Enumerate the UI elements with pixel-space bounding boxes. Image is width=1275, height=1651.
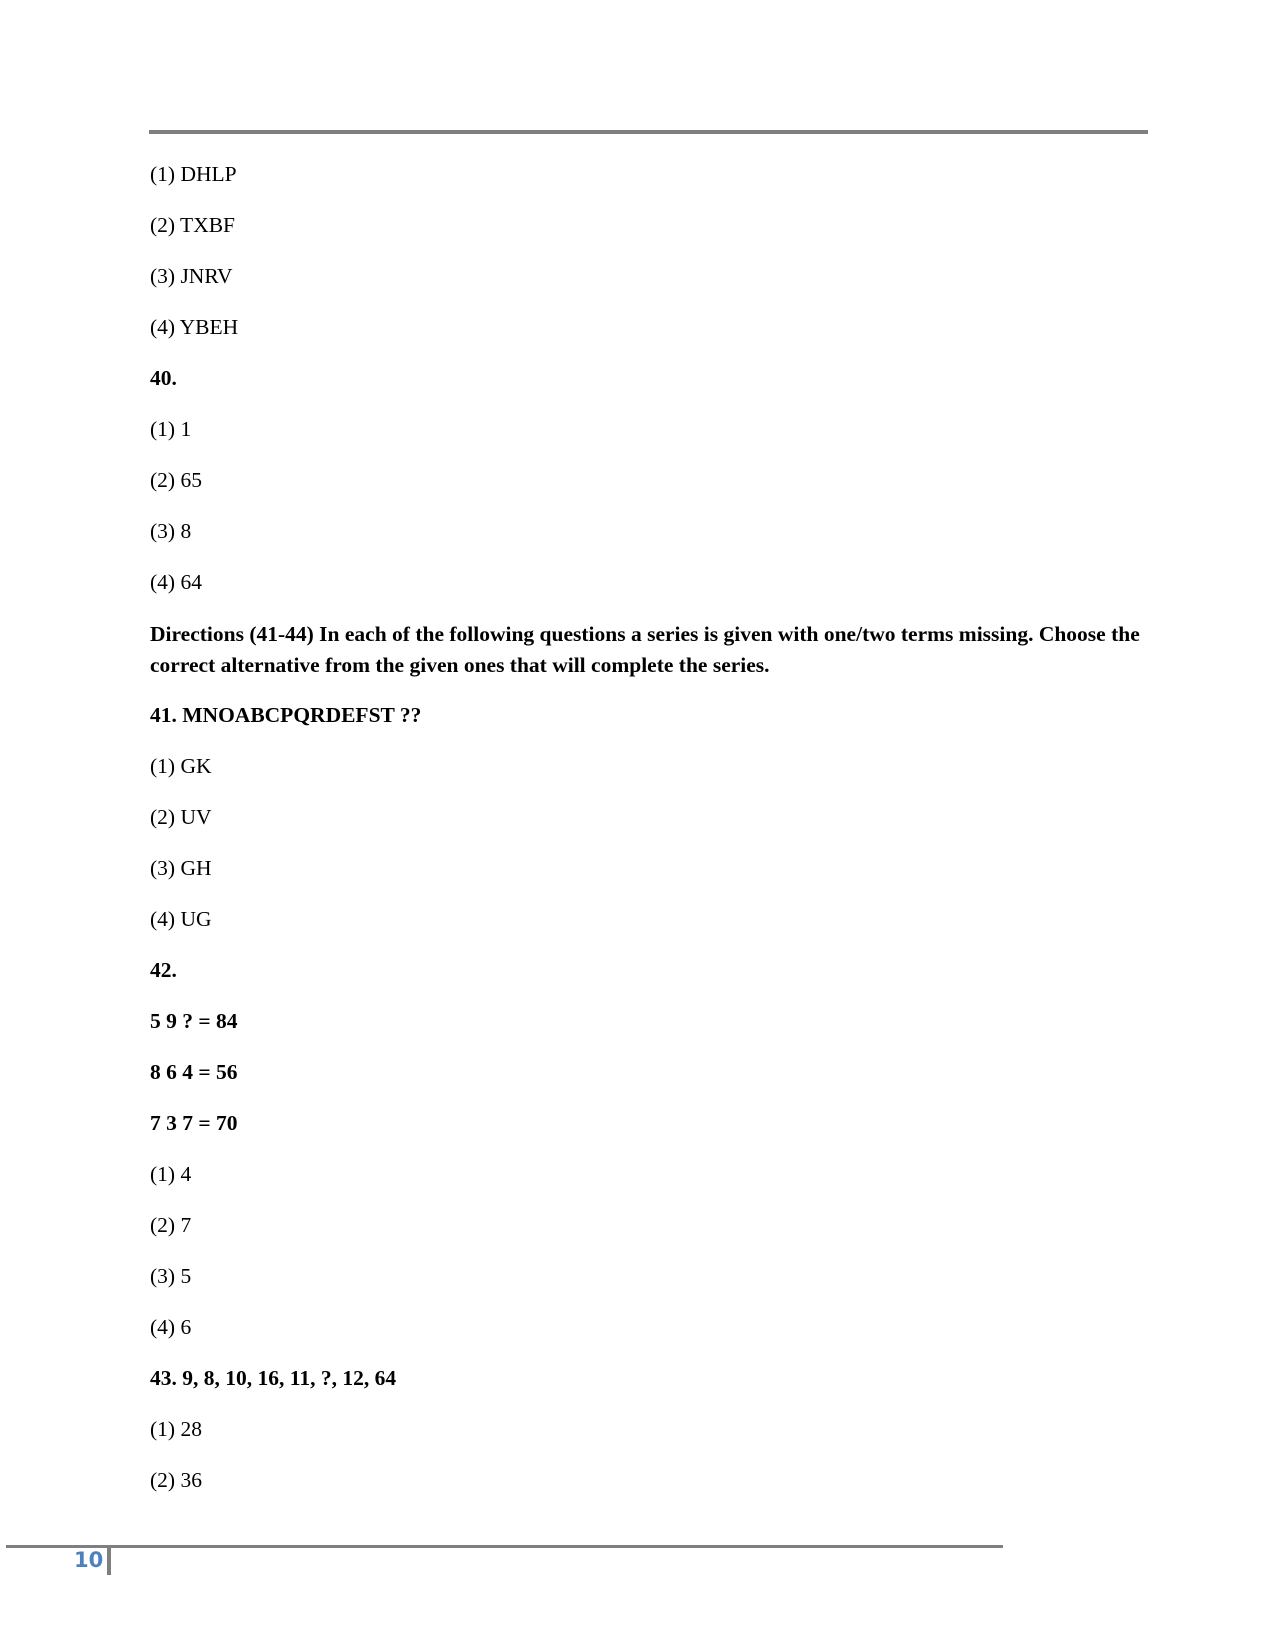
q39-option-3: (3) JNRV (150, 264, 233, 288)
q42-option-2: (2) 7 (150, 1213, 192, 1237)
q43-option-2: (2) 36 (150, 1468, 202, 1492)
q42-option-4: (4) 6 (150, 1315, 192, 1339)
q42-equation-1: 5 9 ? = 84 (150, 1009, 238, 1033)
q39-option-2: (2) TXBF (150, 213, 236, 237)
q41-option-1: (1) GK (150, 754, 212, 778)
q39-option-4: (4) YBEH (150, 315, 239, 339)
q42-option-1: (1) 4 (150, 1162, 192, 1186)
directions-paragraph: Directions (41-44) In each of the following questions a series is given with one/two terms missing. Choose the correct alternative from the given ones that will complete the series. (150, 622, 1140, 677)
page-content (150, 160, 1150, 1517)
q43-option-1: (1) 28 (150, 1417, 202, 1441)
q40-option-3: (3) 8 (150, 519, 192, 543)
q40-option-4: (4) 64 (150, 570, 202, 594)
q42-equation-2: 8 6 4 = 56 (150, 1060, 238, 1084)
q40-label: 40. (150, 366, 177, 390)
page-number-bar (107, 1547, 111, 1575)
q42-label: 42. (150, 958, 177, 982)
header-rule (149, 130, 1148, 134)
q41-option-3: (3) GH (150, 856, 212, 880)
page-number: 10 (74, 1548, 104, 1572)
q40-option-1: (1) 1 (150, 417, 192, 441)
q41-option-2: (2) UV (150, 805, 212, 829)
q43-question: 43. 9, 8, 10, 16, 11, ?, 12, 64 (150, 1366, 397, 1390)
q41-option-4: (4) UG (150, 907, 212, 931)
q40-option-2: (2) 65 (150, 468, 202, 492)
q41-question: 41. MNOABCPQRDEFST ?? (150, 703, 422, 727)
q39-option-1: (1) DHLP (150, 162, 237, 186)
q42-equation-3: 7 3 7 = 70 (150, 1111, 238, 1135)
footer-rule (6, 1545, 1003, 1548)
q42-option-3: (3) 5 (150, 1264, 192, 1288)
